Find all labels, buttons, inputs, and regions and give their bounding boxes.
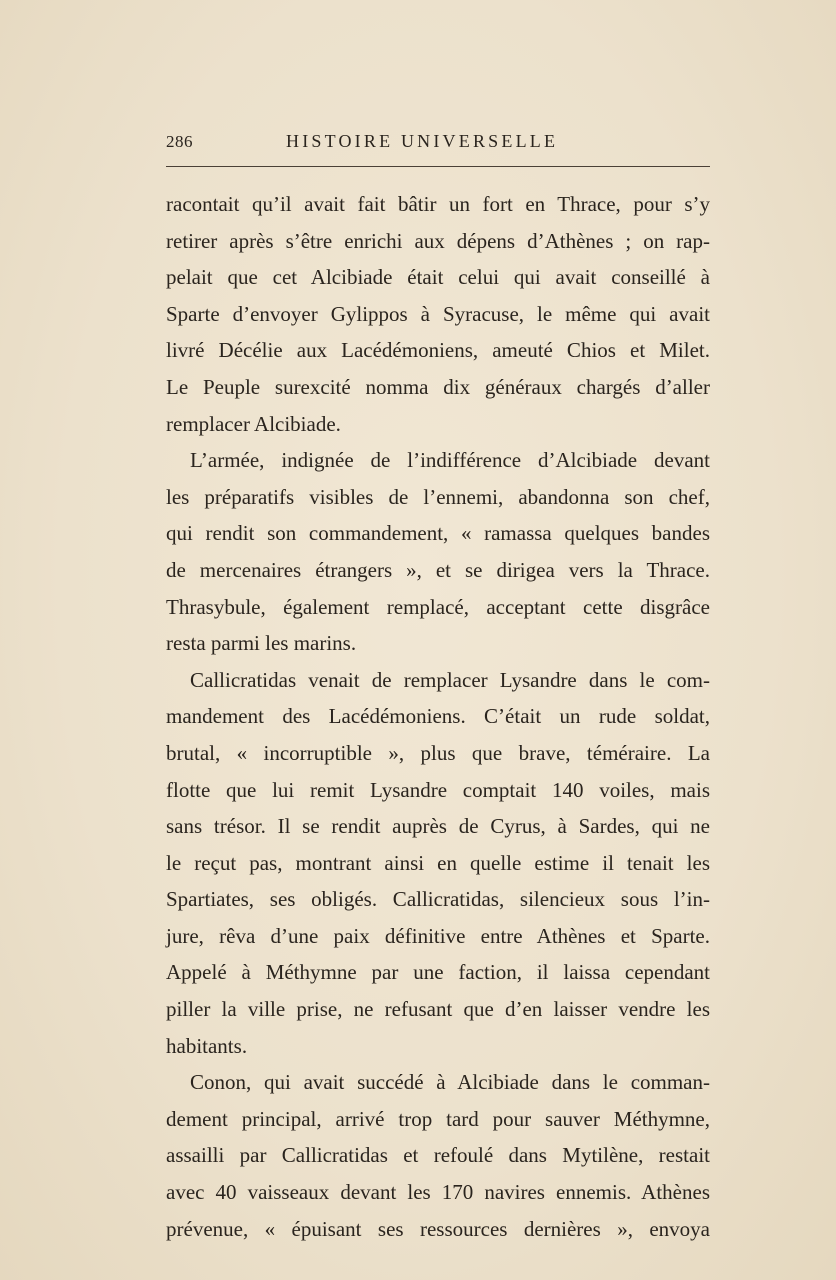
text-line: Conon, qui avait succédé à Alcibiade dans le comman- — [190, 1070, 710, 1095]
body-text — [166, 186, 710, 1247]
page-header — [166, 128, 710, 160]
text-line: retirer après s’être enrichi aux dépens d’Athènes ; on rap- — [166, 228, 710, 253]
header-rule — [166, 166, 710, 167]
running-title: HISTOIRE UNIVERSELLE — [286, 131, 559, 151]
text-line: piller la ville prise, ne refusant que d’en laisser vendre les — [166, 997, 710, 1022]
text-line: pelait que cet Alcibiade était celui qui avait conseillé à — [166, 265, 710, 290]
text-line: brutal, « incorruptible », plus que brave, téméraire. La — [166, 740, 710, 765]
text-line: habitants. — [166, 1033, 248, 1058]
text-line: livré Décélie aux Lacédémoniens, ameuté Chios et Milet. — [166, 338, 710, 363]
text-line: Le Peuple surexcité nomma dix généraux chargés d’aller — [166, 374, 710, 399]
text-line: mandement des Lacédémoniens. C’était un rude soldat, — [166, 704, 710, 729]
text-line: flotte que lui remit Lysandre comptait 140 voiles, mais — [166, 777, 710, 802]
text-line: sans trésor. Il se rendit auprès de Cyrus, à Sardes, qui ne — [166, 814, 710, 839]
text-line: le reçut pas, montrant ainsi en quelle estime il tenait les — [166, 850, 710, 875]
text-line: assailli par Callicratidas et refoulé dans Mytilène, restait — [166, 1143, 710, 1168]
page-number: 286 — [166, 132, 193, 151]
text-line: les préparatifs visibles de l’ennemi, abandonna son chef, — [166, 484, 710, 509]
text-line: prévenue, « épuisant ses ressources dernières », envoya — [166, 1216, 710, 1241]
text-line: resta parmi les marins. — [166, 631, 357, 656]
text-line: Spartiates, ses obligés. Callicratidas, silencieux sous l’in- — [166, 887, 710, 912]
text-line: Thrasybule, également remplacé, acceptant cette disgrâce — [166, 594, 710, 619]
text-line: qui rendit son commandement, « ramassa quelques bandes — [166, 521, 710, 546]
text-line: L’armée, indignée de l’indifférence d’Alcibiade devant — [190, 448, 710, 473]
text-line: jure, rêva d’une paix définitive entre Athènes et Sparte. — [166, 923, 710, 948]
text-line: Appelé à Méthymne par une faction, il laissa cependant — [166, 960, 710, 985]
text-line: racontait qu’il avait fait bâtir un fort en Thrace, pour s’y — [166, 192, 710, 216]
text-line: Callicratidas venait de remplacer Lysandre dans le com- — [190, 667, 710, 692]
text-line: Sparte d’envoyer Gylippos à Syracuse, le même qui avait — [166, 301, 710, 326]
text-line: remplacer Alcibiade. — [166, 411, 341, 436]
text-line: dement principal, arrivé trop tard pour sauver Méthymne, — [166, 1106, 710, 1131]
text-line: de mercenaires étrangers », et se dirigea vers la Thrace. — [166, 557, 710, 582]
text-line: avec 40 vaisseaux devant les 170 navires ennemis. Athènes — [166, 1180, 710, 1205]
